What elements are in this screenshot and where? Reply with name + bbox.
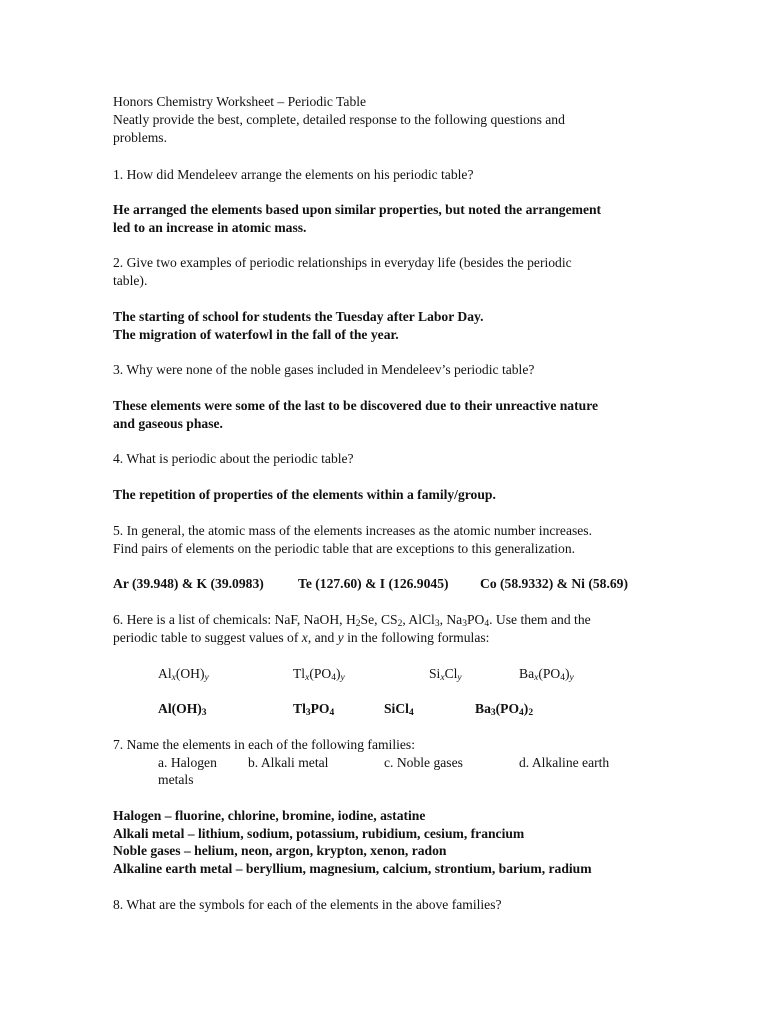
question-2-line-2: table). — [113, 272, 148, 288]
answer-3-line-1: These elements were some of the last to be discovered due to their unreactive nature — [113, 398, 599, 413]
formula-tl-po4: $Tl_x(PO_4)_y$ — [293, 666, 345, 683]
question-7: 7. Name the elements in each of the following families: — [113, 737, 415, 752]
answer-5-pair-3: Co (58.9332) & Ni (58.69) — [480, 576, 628, 591]
question-4: 4. What is periodic about the periodic table? — [113, 451, 354, 466]
answer-6-al-oh-3: $Al(OH)_3$ — [158, 701, 207, 718]
question-1: 1. How did Mendeleev arrange the elements on his periodic table? — [113, 167, 474, 182]
question-5-line-2: Find pairs of elements on the periodic table that are exceptions to this generalization. — [113, 540, 576, 556]
option-b-alkali-metal: b. Alkali metal — [248, 754, 329, 770]
instructions-line-1: Neatly provide the best, complete, detailed response to the following questions and — [113, 112, 565, 127]
question-8: 8. What are the symbols for each of the elements in the above families? — [113, 897, 502, 912]
formula-ba-po4: $Ba_x(PO_4)_y$ — [519, 666, 574, 683]
instructions-line-2: problems. — [113, 129, 167, 145]
option-c-noble-gases: c. Noble gases — [384, 754, 463, 770]
answer-7-halogen: Halogen – fluorine, chlorine, bromine, iodine, astatine — [113, 808, 426, 823]
question-2-line-1: 2. Give two examples of periodic relationships in everyday life (besides the periodic — [113, 255, 572, 270]
answer-6-ba3-po4-2: $Ba_3(PO_4)_2$ — [475, 701, 534, 718]
answer-4: The repetition of properties of the elements within a family/group. — [113, 487, 496, 502]
formula-al-oh: $Al_x(OH)_y$ — [158, 666, 209, 683]
worksheet-title: Honors Chemistry Worksheet – Periodic Table — [113, 94, 367, 109]
answer-2-line-2: The migration of waterfowl in the fall of the year. — [113, 326, 399, 342]
option-a-halogen: a. Halogen — [158, 754, 217, 770]
answer-7-alkali-metal: Alkali metal – lithium, sodium, potassium, rubidium, cesium, francium — [113, 825, 525, 841]
answer-1-line-1: He arranged the elements based upon similar properties, but noted the arrangement — [113, 202, 602, 217]
question-6-line-1: 6. Here is a list of chemicals: NaF, NaOH, $H_2Se$, $CS_2$, AlCl$_3$, $Na_3PO_4$. Use them and the — [113, 612, 591, 629]
question-6-line-2: periodic table to suggest values of x, and y in the following formulas: — [113, 629, 490, 645]
answer-2-line-1: The starting of school for students the Tuesday after Labor Day. — [113, 309, 484, 324]
answer-5-pair-2: Te (127.60) & I (126.9045) — [298, 576, 449, 591]
option-d-alkaline-earth: d. Alkaline earth — [519, 754, 610, 770]
answer-7-noble-gases: Noble gases – helium, neon, argon, krypton, xenon, radon — [113, 843, 447, 858]
formula-si-cl: $Si_xCl_y$ — [429, 666, 462, 683]
answer-1-line-2: led to an increase in atomic mass. — [113, 219, 307, 235]
answer-5-pair-1: Ar (39.948) & K (39.0983) — [113, 576, 264, 591]
option-d-wrap: metals — [158, 772, 194, 787]
question-5-line-1: 5. In general, the atomic mass of the elements increases as the atomic number increases. — [113, 523, 593, 538]
question-3: 3. Why were none of the noble gases included in Mendeleev’s periodic table? — [113, 362, 535, 377]
answer-6-tl3-po4: $Tl_3PO_4$ — [293, 701, 335, 718]
answer-3-line-2: and gaseous phase. — [113, 415, 223, 431]
answer-7-alkaline-earth: Alkaline earth metal – beryllium, magnesium, calcium, strontium, barium, radium — [113, 860, 592, 876]
answer-6-sicl4: SiCl$_4$ — [384, 701, 414, 718]
